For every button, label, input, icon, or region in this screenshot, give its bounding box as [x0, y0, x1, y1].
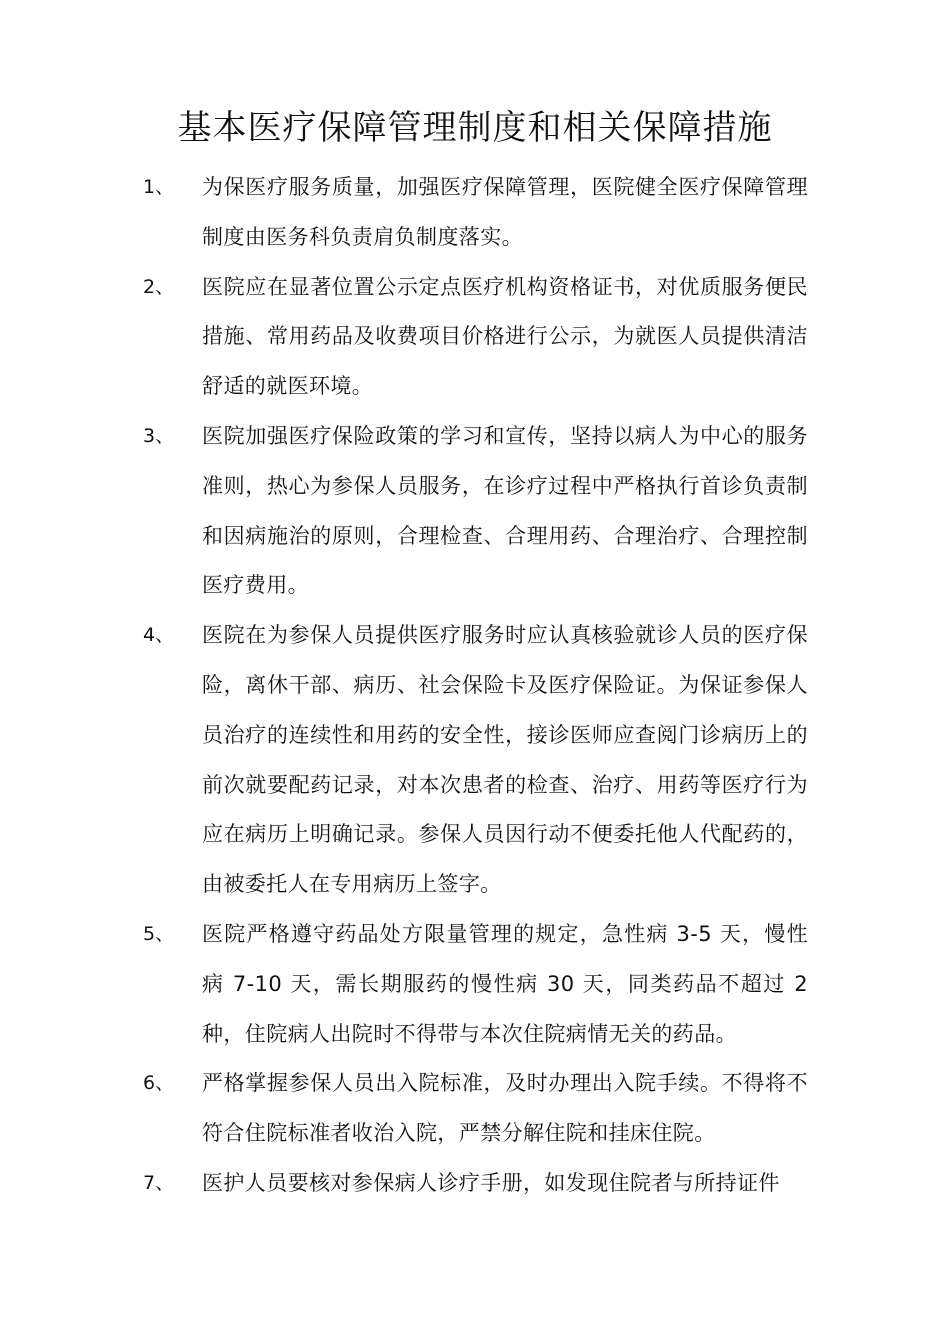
item-number: 5、 [143, 922, 175, 945]
policy-item-6 [0, 1059, 950, 1159]
item-number: 1、 [143, 176, 175, 198]
item-number: 3、 [143, 424, 175, 447]
item-text: 严格掌握参保人员出入院标准，及时办理出入院手续。不得将不符合住院标准者收治入院，严禁分解住院和挂床住院。 [202, 1071, 808, 1146]
item-text: 医护人员要核对参保病人诊疗手册，如发现住院者与所持证件 [202, 1170, 780, 1195]
item-text: 医院严格遵守药品处方限量管理的规定，急性病 3-5 天，慢性病 7-10 天，需长期服药的慢性病 30 天，同类药品不超过 2 种，住院病人出院时不得带与本次住院病情无关的药品。 [202, 921, 808, 1046]
document-title: 基本医疗保障管理制度和相关保障措施 [177, 108, 773, 148]
policy-item-5 [0, 910, 950, 1059]
item-text: 为保医疗服务质量，加强医疗保障管理，医院健全医疗保障管理制度由医务科负责肩负制度落实。 [202, 175, 808, 249]
policy-list [0, 163, 950, 1209]
policy-item-1 [0, 163, 950, 263]
item-number: 6、 [143, 1072, 175, 1095]
item-number: 4、 [143, 624, 175, 647]
item-number: 7、 [143, 1171, 175, 1194]
policy-item-3 [0, 412, 950, 611]
item-number: 2、 [143, 275, 175, 298]
policy-item-7 [0, 1159, 950, 1209]
item-text: 医院在为参保人员提供医疗服务时应认真核验就诊人员的医疗保险，离休干部、病历、社会保险卡及医疗保险证。为保证参保人员治疗的连续性和用药的安全性，接诊医师应查阅门诊病历上的前次就要配药记录，对本次患者的检查、治疗、用药等医疗行为应在病历上明确记录。参保人员因行动不便委托他人代配药的，由被委托人在专用病历上签字。 [202, 623, 808, 897]
policy-item-4 [0, 611, 950, 910]
item-text: 医院加强医疗保险政策的学习和宣传，坚持以病人为中心的服务准则，热心为参保人员服务，在诊疗过程中严格执行首诊负责制和因病施治的原则，合理检查、合理用药、合理治疗、合理控制医疗费用。 [202, 423, 808, 598]
policy-item-2 [0, 263, 950, 412]
item-text: 医院应在显著位置公示定点医疗机构资格证书，对优质服务便民措施、常用药品及收费项目价格进行公示，为就医人员提供清洁舒适的就医环境。 [202, 274, 808, 399]
